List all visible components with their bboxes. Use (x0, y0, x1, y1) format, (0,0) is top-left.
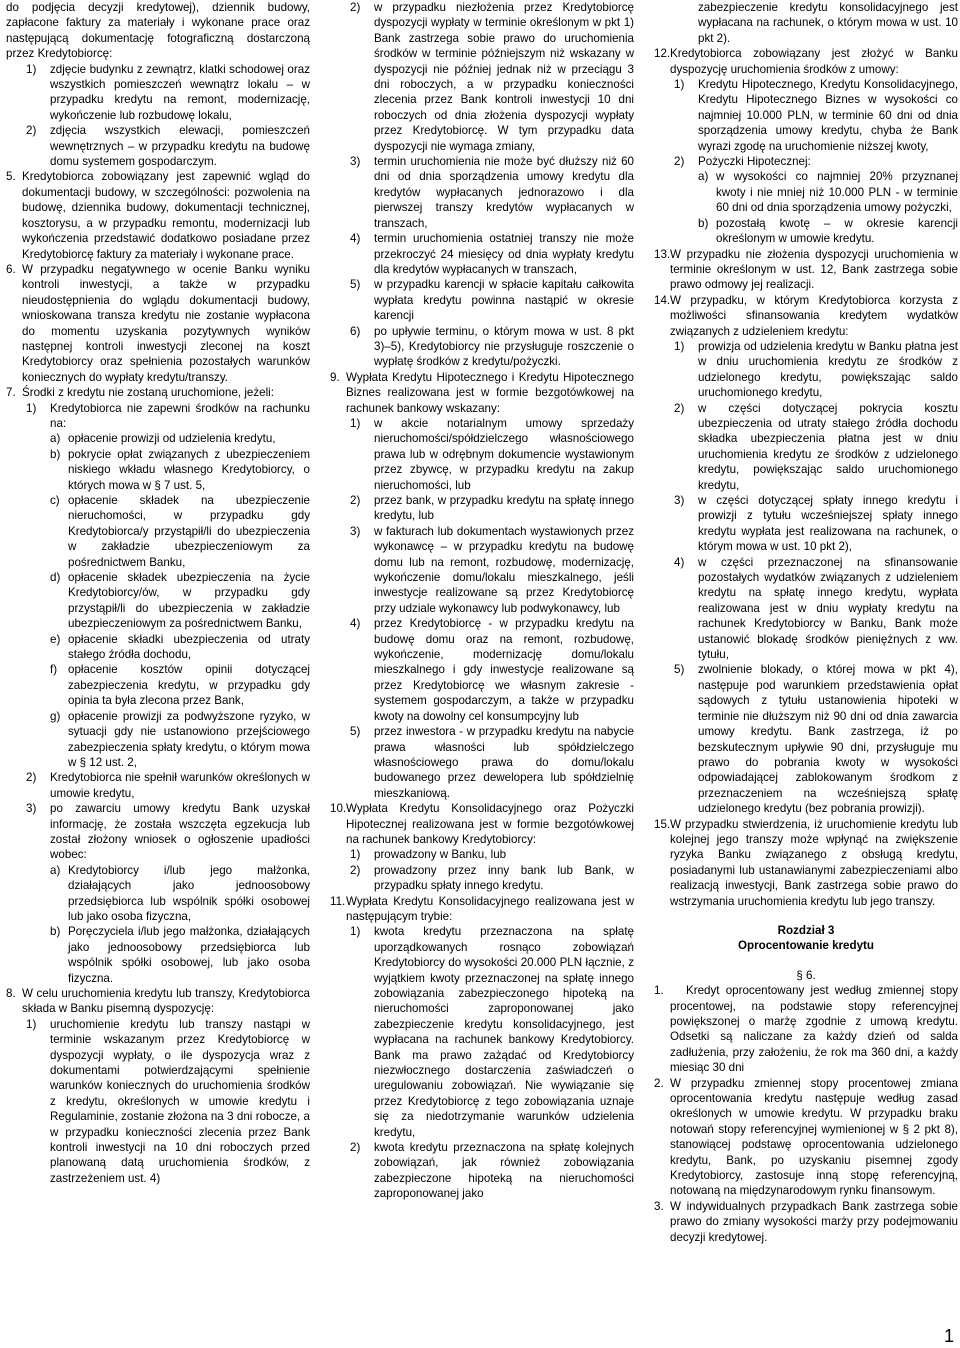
column-1 (6, 0, 310, 1186)
list-item: f) opłacenie kosztów opinii dotyczącej zabezpieczenia kredytu, w przypadku gdy opinia ta była zlecona przez Bank, (50, 663, 310, 708)
chapter-heading: Rozdział 3 (777, 923, 835, 937)
page-number: 1 (943, 1325, 954, 1346)
list-item: 2) Kredytobiorca nie spełnił warunków określonych w umowie kredytu, (26, 771, 310, 800)
paragraph-10: 10. Wypłata Kredytu Konsolidacyjnego oraz Pożyczki Hipotecznej realizowana jest w formie bezgotówkowej na rachunek bankowy Kredytobiorcy: (330, 802, 634, 846)
paragraph-5: 5. Kredytobiorca zobowiązany jest zapewnić wgląd do dokumentacji budowy, w szczególności: pozwolenia na budowę, dziennika budowy, dokumentacji technicznej, kosztorysu, a w przypadku remontu, modernizacji lub wykończenia przedstawić dodatkowo posiadane przez Kredytobiorcę faktury za materiały i wykonane prace. (6, 170, 310, 261)
spacer (654, 909, 958, 923)
list-item: 1) Kredytobiorca nie zapewni środków na rachunku na: (26, 401, 310, 430)
list-item: g) opłacenie prowizji za podwyższone ryzyko, w sytuacji gdy nie ustanowiono przejściowego zabezpieczenia spłaty kredytu, o którym mowa w § 12 ust. 2, (50, 709, 310, 769)
paragraph-6: 6. W przypadku negatywnego w ocenie Banku wyniku kontroli inwestycji, a także w przypadku nieudostępnienia do wglądu dokumentacji budowy, wnioskowana transza kredytu nie zostanie wypłacona do momentu uzyskania pozytywnych wyników następnej kontroli inwestycji zleconej na koszt Kredytobiorcy oraz spełnienia pozostałych warunków koniecznych do wypłaty kredytu/transzy. (6, 262, 310, 384)
paragraph-13: 13. W przypadku nie złożenia dyspozycji uruchomienia w terminie określonym w ust. 12, Bank zastrzega sobie prawo odmowy jej realizacji. (654, 247, 958, 292)
list-item: 2) prowadzony przez inny bank lub Bank, w przypadku spłaty innego kredytu. (350, 863, 634, 893)
list-item: c) opłacenie składek na ubezpieczenie nieruchomości, w przypadku gdy Kredytobiorca/y przystąpił/li do ubezpieczenia w zakładzie ubezpieczeniowym za pośrednictwem Banku, (50, 494, 310, 569)
paragraph-14: 14. W przypadku, w którym Kredytobiorca korzysta z możliwości sfinansowania kredytem wydatków związanych z udzieleniem kredytu: (654, 293, 958, 338)
list-item: 1) Kredytu Hipotecznego, Kredytu Konsolidacyjnego, Kredytu Hipotecznego Biznes w wysokości co najmniej 10.000 PLN, w terminie 60 dni od dnia sporządzenia umowy kredytu, chyba że Bank wyrazi zgodę na uruchomienie niższej kwoty, (674, 78, 958, 153)
paragraph-7: 7. Środki z kredytu nie zostaną uruchomione, jeżeli: (6, 386, 274, 400)
list-item: 5) zwolnienie blokady, o której mowa w pkt 4), następuje pod warunkiem przedstawienia opłat sądowych z tytułu ustanowienia hipoteki w terminie nie dłuższym niż 90 dni od dnia zawarcia umowy kredytu. Bank zastrzega, iż po bezskutecznym upływie 90 dni, przysługuje mu prawo do pobrania kwoty w wysokości odpowiadającej zablokowanym środkom z przeznaczeniem na wcześniejszą spłatę udzielonego kredytu (bez pobrania prowizji). (674, 663, 958, 816)
paragraph: zabezpieczenie kredytu konsolidacyjnego jest wypłacana na rachunek, o którym mowa w ust. 10 pkt 2). (698, 1, 958, 45)
list-item: b) Poręczyciela i/lub jego małżonka, działających jako jednoosobowy przedsiębiorca lub wspólnik spółki osobowej, lub jako osoba fizyczna. (50, 925, 310, 985)
list-item: 1) w akcie notarialnym umowy sprzedaży nieruchomości/spółdzielczego własnościowego prawa lub w odrębnym dokumencie wystawionym przez zbywcę, w przypadku kredytu na zakup nieruchomości, lub (350, 416, 634, 492)
list-item: 4) termin uruchomienia ostatniej transzy nie może przekroczyć 24 miesięcy od dnia wypłaty kredytu dla kredytów wypłacanych w transzach, (350, 232, 634, 276)
spacer (654, 954, 958, 968)
list-item: 2) w przypadku niezłożenia przez Kredytobiorcę dyspozycji wypłaty w terminie określonym w pkt 1) Bank zastrzega sobie prawo do uruchomienia środków w terminie późniejszym niż wskazany w dyspozycji nie później jednak niż w przeciągu 3 dni roboczych, a w przypadku konieczności zlecenia przez Bank kontroli inwestycji 10 dni roboczych od dnia złożenia dyspozycji wypłaty przez Kredytobiorcę. W tym przypadku data dyspozycji nie wymaga zmiany, (350, 1, 634, 153)
paragraph-15: 15. W przypadku stwierdzenia, iż uruchomienie kredytu lub kolejnej jego transzy może wpłynąć na zwiększenie ryzyka Banku związanego z obsługą kredytu, posiadanymi lub ustanawianymi zabezpieczeniami albo realizacją inwestycji, Bank zastrzega sobie prawo do wstrzymania uruchomienia kredytu lub jego transzy. (654, 817, 958, 908)
paragraph-12: 12. Kredytobiorca zobowiązany jest złożyć w Banku dyspozycję uruchomienia środków z umowy: (654, 47, 958, 76)
list-item: 3) termin uruchomienia nie może być dłuższy niż 60 dni od dnia sporządzenia umowy kredytu dla kredytów wypłacanych jednorazowo i dla pierwszej transzy kredytów wypłacanych w transzach, (350, 155, 634, 230)
list-item: 3) po zawarciu umowy kredytu Bank uzyskał informację, że została wszczęta egzekucja lub został złożony wniosek o ogłoszenie upadłości wobec: (26, 802, 310, 862)
list-item: a) Kredytobiorcy i/lub jego małżonka, działających jako jednoosobowy przedsiębiorca lub wspólnik spółki osobowej lub jako osoba fizyczna, (50, 863, 310, 923)
list-item: 2) kwota kredytu przeznaczona na spłatę kolejnych zobowiązań, jak również zobowiązania zabezpieczone hipoteką na nieruchomości zaproponowanej jako (350, 1141, 634, 1201)
column-2 (330, 0, 634, 1202)
section-heading: § 6. (796, 968, 816, 982)
list-item: 1) prowizja od udzielenia kredytu w Banku płatna jest w dniu uruchomienia kredytu ze środków z udzielonego kredytu, powiększając saldo uruchomionego kredytu, (674, 339, 958, 400)
paragraph-11: 11. Wypłata Kredytu Konsolidacyjnego realizowana jest w następującym trybie: (330, 894, 634, 923)
section-paragraph-1: 1. Kredyt oprocentowany jest według zmiennej stopy procentowej, na podstawie stopy referencyjnej powiększonej o marżę zgodnie z umową kredytu. Odsetki są naliczane za każdy dzień od salda zadłużenia, przy założeniu, że rok ma 360 dni, a każdy miesiąc 30 dni (654, 984, 958, 1075)
list-item: 1) prowadzony w Banku, lub (350, 848, 507, 862)
paragraph-8: 8. W celu uruchomienia kredytu lub transzy, Kredytobiorca składa w Banku pisemną dyspozycję: (6, 987, 310, 1016)
column-3 (654, 0, 958, 1245)
list-item: 1) zdjęcie budynku z zewnątrz, klatki schodowej oraz wszystkich pomieszczeń wewnątrz lokalu – w przypadku kredytu na remont, modernizację, wykończenie lub rozbudowę lokalu, (26, 62, 310, 122)
list-item: 2) zdjęcia wszystkich elewacji, pomieszczeń wewnętrznych – w przypadku kredytu na budowę domu systemem gospodarczym. (26, 124, 310, 169)
list-item: a) opłacenie prowizji od udzielenia kredytu, (50, 432, 276, 446)
list-item: d) opłacenie składek ubezpieczenia na życie Kredytobiorcy/ów, w przypadku gdy przystąpił/li do ubezpieczenia w zakładzie ubezpieczeniowym za pośrednictwem Banku, (50, 571, 310, 631)
list-item: 6) po upływie terminu, o którym mowa w ust. 8 pkt 3)–5), Kredytobiorcy nie przysługuje roszczenie o wypłatę środków z kredytu/pożyczki. (350, 324, 634, 369)
list-item: 3) w fakturach lub dokumentach wystawionych przez wykonawcę – w przypadku kredytu na budowę domu lub na remont, rozbudowę, modernizację, wykończenie domu/lokalu mieszkalnego, jeśli inwestycje realizowane są przez Kredytobiorcę przy udziale wykonawcy lub podwykonawcy, lub (350, 524, 634, 615)
list-item: 2) Pożyczki Hipotecznej: (674, 155, 811, 169)
list-item: 3) w części dotyczącej spłaty innego kredytu i prowizji z tytułu wcześniejszej spłaty innego kredytu wypłata jest realizowana na rachunek, o którym mowa w ust. 10 pkt 2), (674, 494, 958, 554)
list-item: b) pokrycie opłat związanych z ubezpieczeniem niskiego wkładu własnego Kredytobiorcy, o których mowa w § 7 ust. 5, (50, 447, 310, 492)
section-paragraph-2: 2. W przypadku zmiennej stopy procentowej zmiana oprocentowania kredytu następuje według zasad określonych w umowie kredytu. W przypadku braku notowań stopy referencyjnej wymienionej w § 2 pkt 8), stanowiącej podstawę oprocentowania udzielonego kredytu, Bank, po uzyskaniu pisemnej zgody Kredytobiorcy, zastosuje inną stopę referencyjną, notowaną na międzynarodowym rynku finansowym. (654, 1076, 958, 1198)
list-item: 2) w części dotyczącej pokrycia kosztu ubezpieczenia od utraty stałego źródła dochodu składka ubezpieczenia płatna jest w dniu uruchomienia kredytu ze środków z udzielonego kredytu, powiększając saldo uruchomionego kredytu, (674, 401, 958, 492)
list-item: 5) w przypadku karencji w spłacie kapitału całkowita wypłata kredytu powinna nastąpić w okresie karencji (350, 278, 634, 323)
list-item: 4) w części przeznaczonej na sfinansowanie pozostałych wydatków związanych z udzieleniem kredytu na spłatę innego kredytu, wypłata realizowana jest w dniu wypłaty kredytu na rachunek Kredytobiorcy w Banku, Bank może ustanowić blokadę środków pieniężnych z ww. tytułu, (674, 555, 958, 662)
paragraph-9: 9. Wypłata Kredytu Hipotecznego i Kredytu Hipotecznego Biznes realizowana jest w formie bezgotówkowej na rachunek bankowy wskazany: (330, 370, 634, 415)
paragraph: do podjęcia decyzji kredytowej), dziennik budowy, zapłacone faktury za materiały i wykonane prace oraz następującą dokumentację fotograficzną dostarczoną przez Kredytobiorcę: (6, 1, 310, 61)
list-item: e) opłacenie składki ubezpieczenia od utraty stałego źródła dochodu, (50, 632, 310, 662)
list-item: 5) przez inwestora - w przypadku kredytu na nabycie prawa własności lub spółdzielczego własnościowego prawa do domu/lokalu budowanego przez dewelopera lub spółdzielnię mieszkaniową. (350, 725, 634, 800)
list-item: a) w wysokości co najmniej 20% przyznanej kwoty i nie mniej niż 10.000 PLN - w terminie 60 dni od dnia sporządzenia umowy pożyczki, (698, 170, 958, 215)
list-item: 1) uruchomienie kredytu lub transzy nastąpi w terminie wskazanym przez Kredytobiorcę w dyspozycji wypłaty, o ile dyspozycja wraz z dokumentami potwierdzającymi spełnienie warunków koniecznych do uruchomienia środków z kredytu, określonych w umowie kredytu i Regulaminie, zostanie złożona na 3 dni robocze, a w przypadku konieczności zlecenia przez Bank kontroli inwestycji na 10 dni roboczych przed planowaną datą uruchomienia środków, z zastrzeżeniem ust. 4) (26, 1017, 310, 1185)
chapter-title: Oprocentowanie kredytu (738, 939, 874, 953)
list-item: b) pozostałą kwotę – w okresie karencji określonym w umowie kredytu. (698, 216, 958, 246)
list-item: 4) przez Kredytobiorcę - w przypadku kredytu na budowę domu oraz na remont, rozbudowę, wykończenie, modernizację domu/lokalu mieszkalnego i gdy inwestycje realizowane są przez Kredytobiorcę we własnym zakresie - systemem gospodarczym, a także w przypadku kwoty na dowolny cel konsumpcyjny lub (350, 617, 634, 723)
list-item: 1) kwota kredytu przeznaczona na spłatę uporządkowanych rosnąco zobowiązań Kredytobiorcy do wysokości 20.000 PLN łącznie, z wyjątkiem kwoty przeznaczonej na spłatę innego zobowiązania zabezpieczonego hipoteką na nieruchomości zaproponowanej jako zabezpieczenie kredytu konsolidacyjnego, jest wypłacana na rachunek bankowy Kredytobiorcy. Bank ma prawo zażądać od Kredytobiorcy niezwłocznego dostarczenia zaświadczeń o uregulowaniu zobowiązań. Nie wywiązanie się przez Kredytobiorcę z tego zobowiązania uznaje się za niedotrzymanie warunków udzielenia kredytu, (350, 925, 634, 1139)
section-paragraph-3: 3. W indywidualnych przypadkach Bank zastrzega sobie prawo do zmiany wysokości marży przy podejmowaniu decyzji kredytowej. (654, 1199, 958, 1244)
list-item: 2) przez bank, w przypadku kredytu na spłatę innego kredytu, lub (350, 494, 634, 523)
